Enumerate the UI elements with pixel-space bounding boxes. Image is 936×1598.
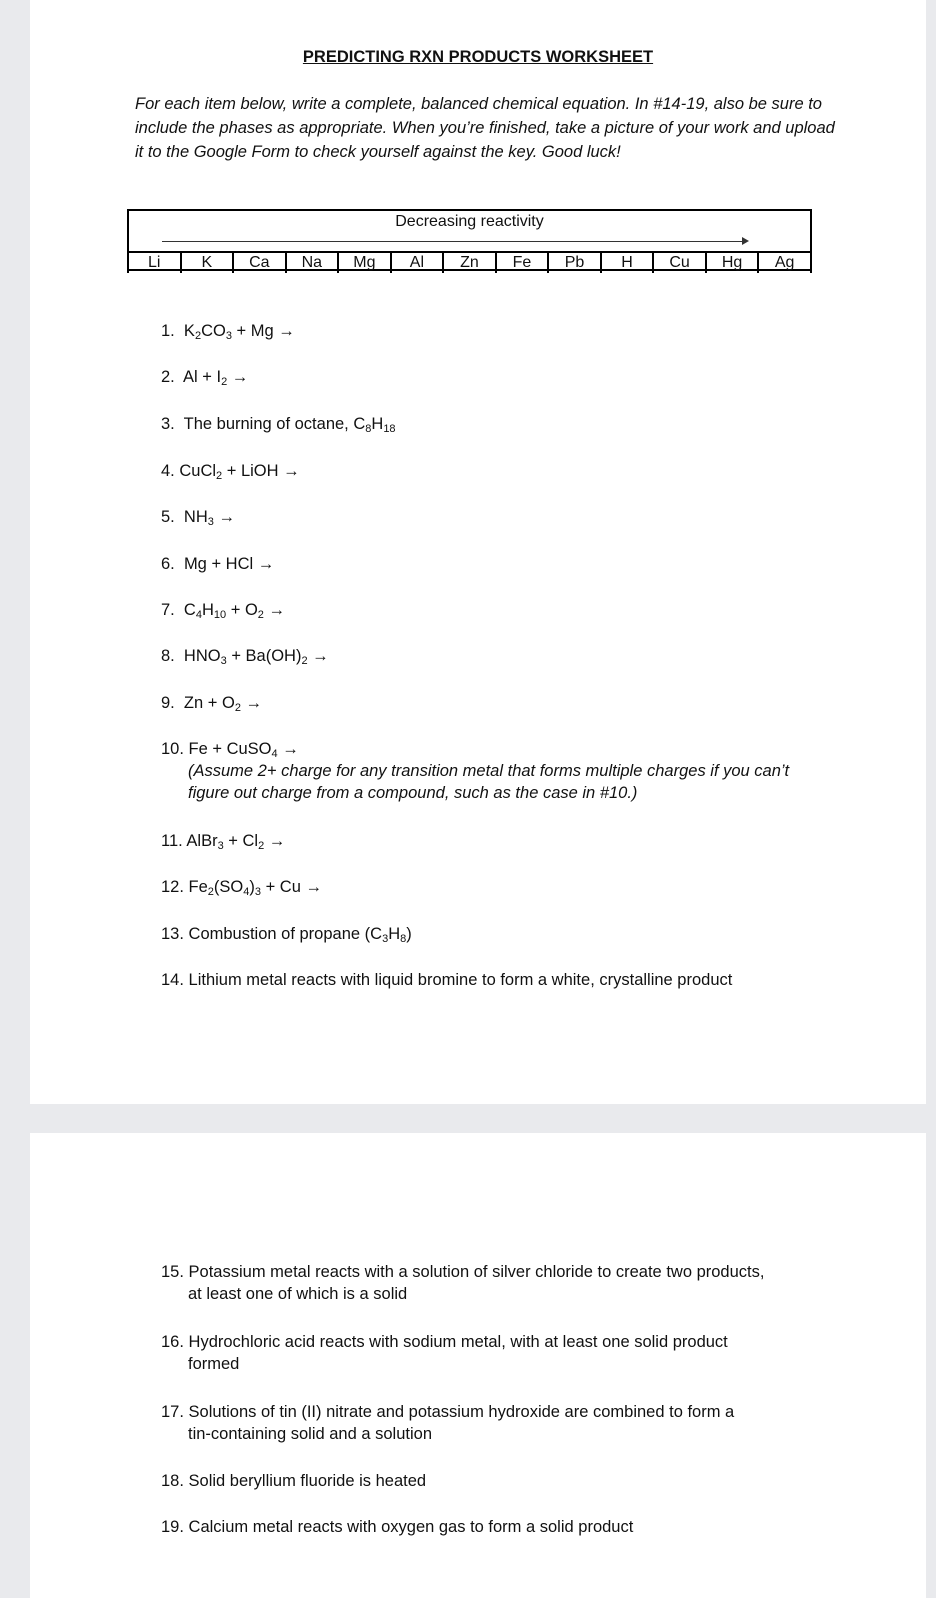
question-10: 10. Fe + CuSO$_4$ → [161,740,299,760]
reactivity-label: Decreasing reactivity [395,213,544,230]
page-title: PREDICTING RXN PRODUCTS WORKSHEET [302,48,654,66]
question-18: 18. Solid beryllium fluoride is heated [161,1472,427,1490]
question-13: 13. Combustion of propane $(C_3H_8)$ [161,925,412,945]
worksheet-page-2 [30,1133,926,1598]
metal-cell: Ca [232,253,285,273]
question-2: 2. $Al + I_2$ → [161,368,249,388]
metal-cell: Mg [337,253,390,273]
question-8: 8. $HNO_3 + Ba(OH)_2$ → [161,647,329,667]
metal-cell: Li [127,253,180,273]
metal-cell: K [180,253,233,273]
question-5: 5. $NH_3$ → [161,508,235,528]
metal-cell: Hg [705,253,758,273]
question-12: 12. $Fe_2(SO_4)_3 + Cu$ → [161,878,322,898]
question-14: 14. Lithium metal reacts with liquid bromine to form a white, crystalline product [161,971,733,989]
instructions: For each item below, write a complete, balanced chemical equation. In #14-19, also be sure to include the phases as appropriate. When you’re finished, take a picture of your work and upload it to the Google Form to check yourself against the key. Good luck! [135,95,835,161]
question-19: 19. Calcium metal reacts with oxygen gas to form a solid product [161,1518,634,1536]
question-4: 4. CuCl$_2$ + LiOH → [161,462,300,482]
question-3: 3. The burning of octane, $C_8H_{18}$ [161,415,396,435]
metal-cell: Pb [547,253,600,273]
question-1: 1. $K_2CO_3 + Mg$ → [161,322,295,342]
question-16: 16. Hydrochloric acid reacts with sodium metal, with at least one solid product formed [161,1333,728,1373]
reactivity-series-table [127,209,812,271]
metal-cell: Fe [495,253,548,273]
question-15: 15. Potassium metal reacts with a solution of silver chloride to create two products, at least one of which is a solid [161,1263,765,1303]
metal-cell: Ag [757,253,812,273]
metal-row [127,251,812,273]
worksheet-page-1 [30,0,926,1104]
arrow-right-icon [162,241,747,242]
metal-cell: Al [390,253,443,273]
question-10-note: (Assume 2+ charge for any transition metal that forms multiple charges if you can’t figure out charge from a compound, such as the case in #10.) [188,762,790,802]
metal-cell: H [600,253,653,273]
question-17: 17. Solutions of tin (II) nitrate and potassium hydroxide are combined to form a tin-containing solid and a solution [161,1403,735,1443]
metal-cell: Cu [652,253,705,273]
question-9: 9. $Zn + O_2$ → [161,694,263,714]
metal-cell: Zn [442,253,495,273]
question-6: 6. Mg + HCl → [161,555,275,573]
metal-cell: Na [285,253,338,273]
question-11: 11. AlBr$_3$ + $Cl_2$ → [161,832,286,852]
question-7: 7. $C_4H_{10} + O_2$ → [161,601,286,621]
